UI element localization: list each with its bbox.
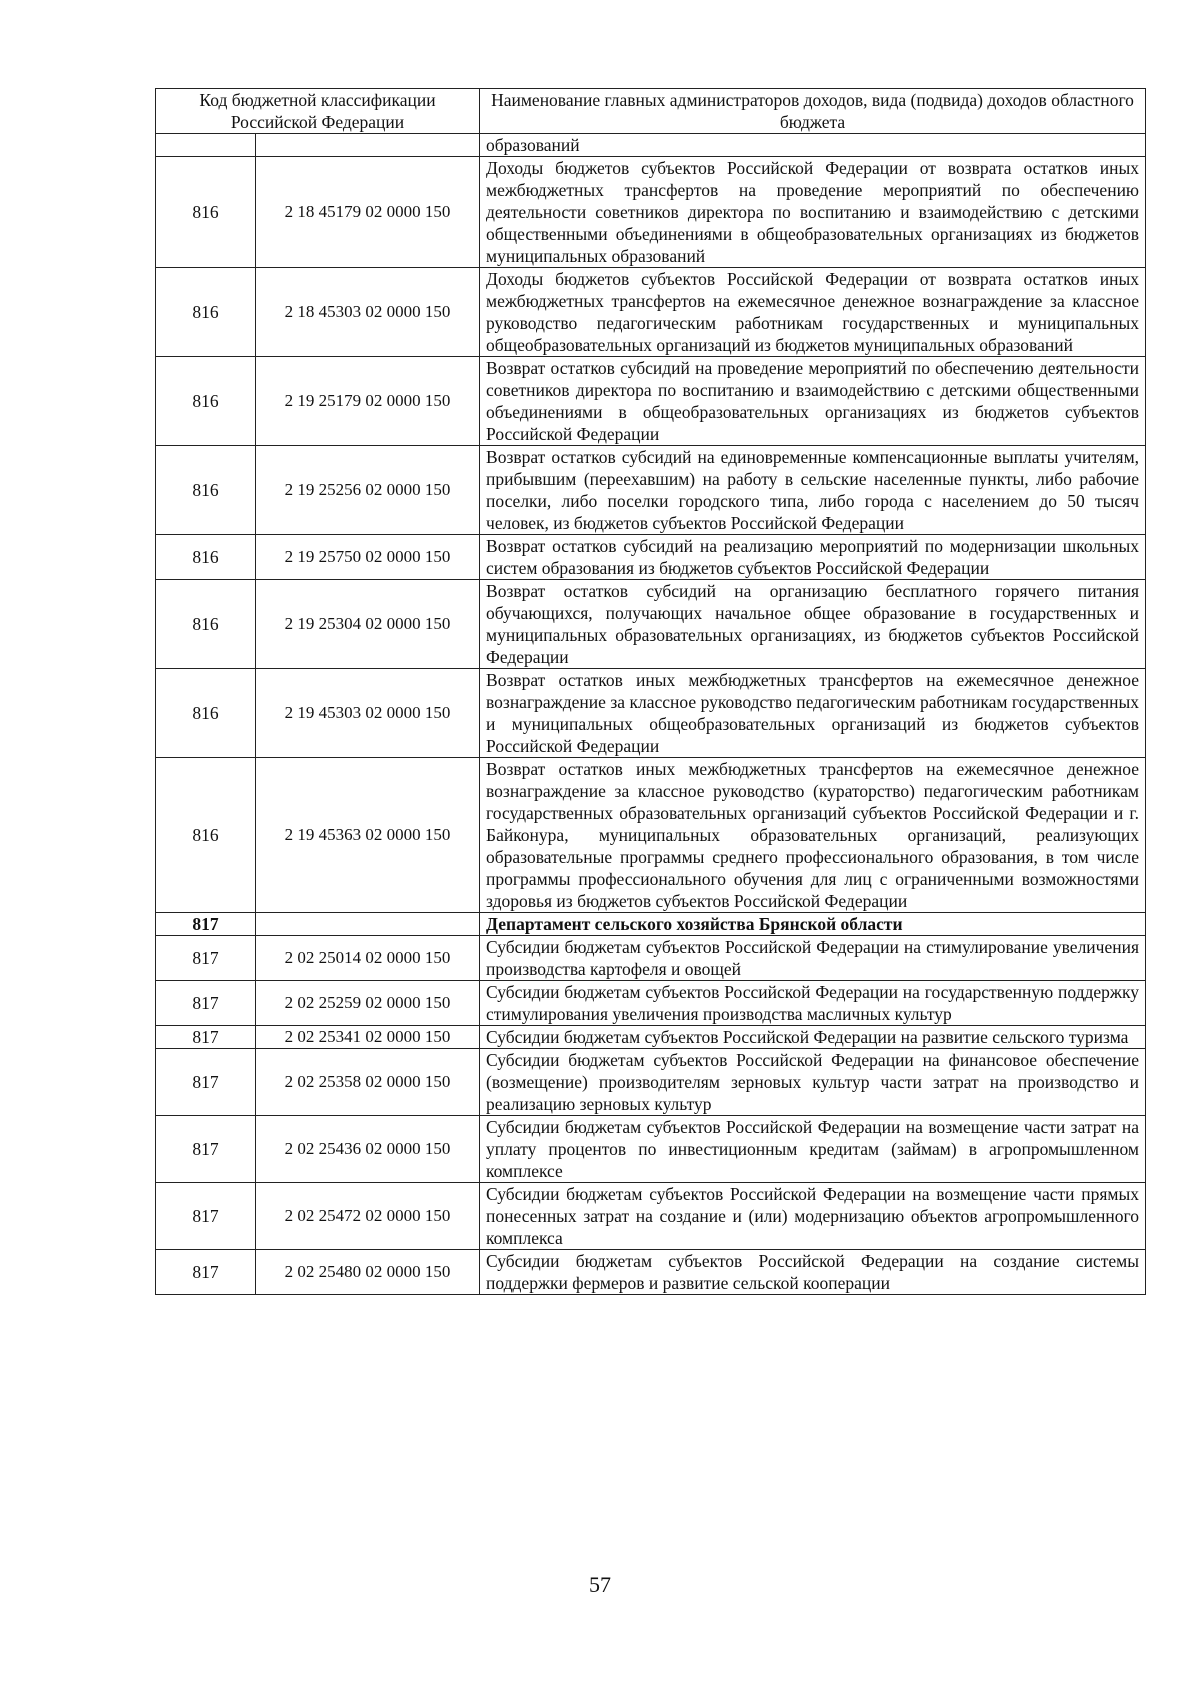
- department-row: [156, 913, 1146, 936]
- classification-code-cell: 2 18 45179 02 0000 150: [256, 157, 480, 268]
- table-header-row: [156, 89, 1146, 134]
- table-row: [156, 446, 1146, 535]
- revenue-name-cell: Субсидии бюджетам субъектов Российской Федерации на возмещение части затрат на уплату процентов по инвестиционным кредитам (займам) в агропромышленном комплексе: [480, 1116, 1146, 1183]
- revenue-name-cell: Субсидии бюджетам субъектов Российской Федерации на стимулирование увеличения производства картофеля и овощей: [480, 936, 1146, 981]
- admin-code-cell: 816: [156, 758, 256, 913]
- classification-code-cell: [256, 913, 480, 936]
- admin-code-cell: 816: [156, 580, 256, 669]
- table-row: [156, 1250, 1146, 1295]
- admin-code-cell: 817: [156, 981, 256, 1026]
- admin-code-cell: 816: [156, 157, 256, 268]
- classification-code-cell: 2 02 25014 02 0000 150: [256, 936, 480, 981]
- classification-code-cell: 2 02 25341 02 0000 150: [256, 1026, 480, 1049]
- classification-code-cell: 2 18 45303 02 0000 150: [256, 268, 480, 357]
- revenue-name-cell: Субсидии бюджетам субъектов Российской Федерации на развитие сельского туризма: [480, 1026, 1146, 1049]
- admin-code-cell: 817: [156, 1183, 256, 1250]
- revenue-name-cell: Субсидии бюджетам субъектов Российской Федерации на возмещение части прямых понесенных затрат на создание и (или) модернизацию объектов агропромышленного комплекса: [480, 1183, 1146, 1250]
- classification-code-cell: [256, 134, 480, 157]
- classification-code-cell: 2 19 25750 02 0000 150: [256, 535, 480, 580]
- table-row: [156, 936, 1146, 981]
- table-body: [156, 134, 1146, 1295]
- header-name: Наименование главных администраторов доходов, вида (подвида) доходов областного бюджета: [480, 89, 1146, 134]
- admin-code-cell: 816: [156, 268, 256, 357]
- classification-code-cell: 2 02 25436 02 0000 150: [256, 1116, 480, 1183]
- admin-code-cell: 817: [156, 936, 256, 981]
- classification-code-cell: 2 19 25304 02 0000 150: [256, 580, 480, 669]
- admin-code-cell: 817: [156, 1250, 256, 1295]
- table-row: [156, 1116, 1146, 1183]
- revenue-classification-table: [155, 88, 1146, 1295]
- table-row: [156, 157, 1146, 268]
- classification-code-cell: 2 19 45363 02 0000 150: [256, 758, 480, 913]
- revenue-name-cell: Возврат остатков иных межбюджетных трансфертов на ежемесячное денежное вознаграждение за классное руководство (кураторство) педагогическим работникам государственных образовательных организаций субъектов Российской Федерации и г. Байконура, муниципальных образовательных организаций, реализующих образовательные программы среднего профессионального образования, в том числе программы профессионального обучения для лиц с ограниченными возможностями здоровья из бюджетов субъектов Российской Федерации: [480, 758, 1146, 913]
- admin-code-cell: 817: [156, 913, 256, 936]
- table-row: [156, 981, 1146, 1026]
- classification-code-cell: 2 02 25472 02 0000 150: [256, 1183, 480, 1250]
- classification-code-cell: 2 19 45303 02 0000 150: [256, 669, 480, 758]
- revenue-name-cell: Возврат остатков субсидий на единовременные компенсационные выплаты учителям, прибывшим (переехавшим) на работу в сельские населенные пункты, либо рабочие поселки, либо поселки городского типа, либо города с населением до 50 тысяч человек, из бюджетов субъектов Российской Федерации: [480, 446, 1146, 535]
- revenue-name-cell: Субсидии бюджетам субъектов Российской Федерации на создание системы поддержки фермеров и развитие сельской кооперации: [480, 1250, 1146, 1295]
- classification-code-cell: 2 02 25480 02 0000 150: [256, 1250, 480, 1295]
- revenue-name-cell: Возврат остатков субсидий на организацию бесплатного горячего питания обучающихся, получающих начальное общее образование в государственных и муниципальных образовательных организациях, из бюджетов субъектов Российской Федерации: [480, 580, 1146, 669]
- revenue-name-cell: образований: [480, 134, 1146, 157]
- table-row: [156, 1049, 1146, 1116]
- admin-code-cell: 816: [156, 446, 256, 535]
- admin-code-cell: 816: [156, 535, 256, 580]
- table-row: [156, 1026, 1146, 1049]
- classification-code-cell: 2 19 25179 02 0000 150: [256, 357, 480, 446]
- table-row: [156, 268, 1146, 357]
- classification-code-cell: 2 02 25259 02 0000 150: [256, 981, 480, 1026]
- classification-code-cell: 2 02 25358 02 0000 150: [256, 1049, 480, 1116]
- admin-code-cell: 817: [156, 1116, 256, 1183]
- table-row: [156, 758, 1146, 913]
- admin-code-cell: 817: [156, 1049, 256, 1116]
- admin-code-cell: [156, 134, 256, 157]
- table-row: [156, 357, 1146, 446]
- revenue-name-cell: Департамент сельского хозяйства Брянской области: [480, 913, 1146, 936]
- revenue-name-cell: Субсидии бюджетам субъектов Российской Федерации на государственную поддержку стимулирования увеличения производства масличных культур: [480, 981, 1146, 1026]
- revenue-name-cell: Доходы бюджетов субъектов Российской Федерации от возврата остатков иных межбюджетных трансфертов на проведение мероприятий по обеспечению деятельности советников директора по воспитанию и взаимодействию с детскими общественными объединениями в общеобразовательных организациях из бюджетов муниципальных образований: [480, 157, 1146, 268]
- admin-code-cell: 816: [156, 357, 256, 446]
- classification-code-cell: 2 19 25256 02 0000 150: [256, 446, 480, 535]
- revenue-name-cell: Субсидии бюджетам субъектов Российской Федерации на финансовое обеспечение (возмещение) производителям зерновых культур части затрат на производство и реализацию зерновых культур: [480, 1049, 1146, 1116]
- revenue-name-cell: Возврат остатков субсидий на проведение мероприятий по обеспечению деятельности советников директора по воспитанию и взаимодействию с детскими общественными объединениями в общеобразовательных организациях из бюджетов субъектов Российской Федерации: [480, 357, 1146, 446]
- revenue-name-cell: Доходы бюджетов субъектов Российской Федерации от возврата остатков иных межбюджетных трансфертов на ежемесячное денежное вознаграждение за классное руководство педагогическим работникам государственных и муниципальных общеобразовательных организаций из бюджетов муниципальных образований: [480, 268, 1146, 357]
- revenue-name-cell: Возврат остатков субсидий на реализацию мероприятий по модернизации школьных систем образования из бюджетов субъектов Российской Федерации: [480, 535, 1146, 580]
- header-code: Код бюджетной классификации Российской Федерации: [156, 89, 480, 134]
- table-row: [156, 134, 1146, 157]
- admin-code-cell: 817: [156, 1026, 256, 1049]
- table-row: [156, 669, 1146, 758]
- table-row: [156, 580, 1146, 669]
- page-number: 57: [589, 1572, 611, 1597]
- revenue-name-cell: Возврат остатков иных межбюджетных трансфертов на ежемесячное денежное вознаграждение за классное руководство педагогическим работникам государственных и муниципальных общеобразовательных организаций из бюджетов субъектов Российской Федерации: [480, 669, 1146, 758]
- table-row: [156, 1183, 1146, 1250]
- table-row: [156, 535, 1146, 580]
- admin-code-cell: 816: [156, 669, 256, 758]
